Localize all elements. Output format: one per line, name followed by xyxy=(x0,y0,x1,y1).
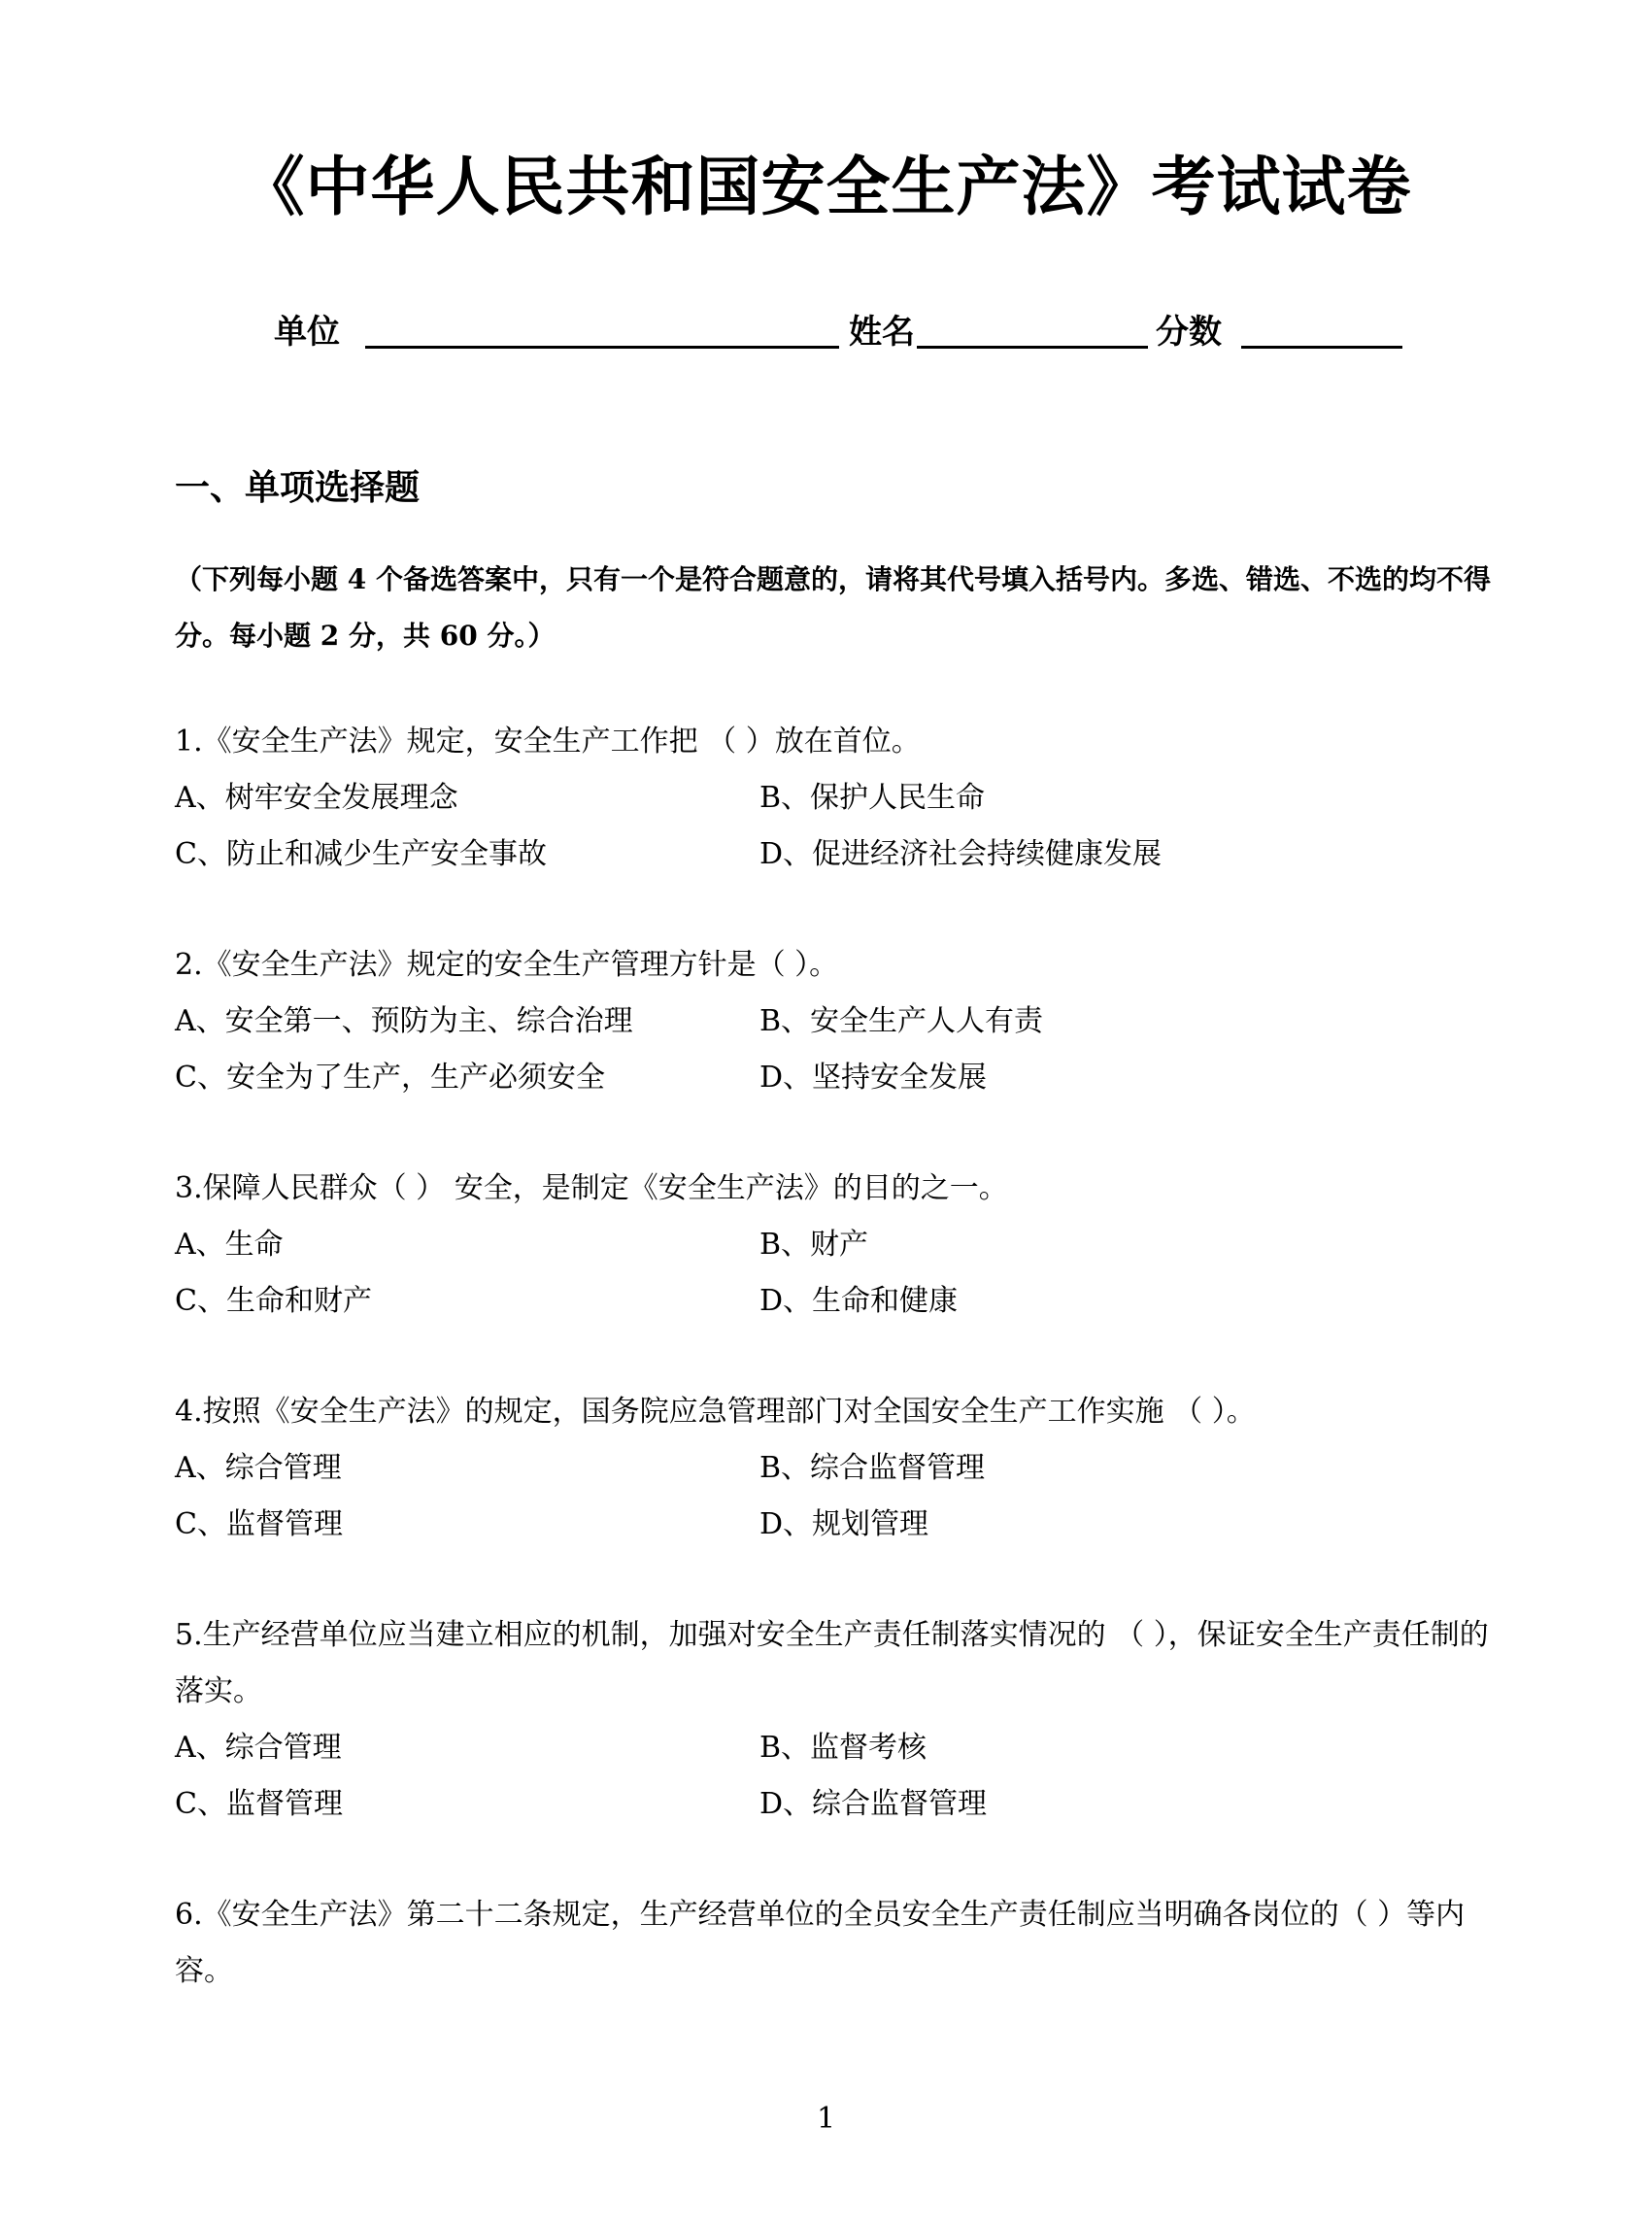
question-3 xyxy=(175,1161,1505,1330)
option-d: D、综合监督管理 xyxy=(759,1787,988,1821)
question-stem: 2.《安全生产法》规定的安全生产管理方针是（ ）。 xyxy=(175,948,839,982)
option-b: B、保护人民生命 xyxy=(759,781,986,815)
option-grid xyxy=(175,1217,1505,1330)
question-stem: 6.《安全生产法》第二十二条规定，生产经营单位的全员安全生产责任制应当明确各岗位的（ ）等内容。 xyxy=(175,1898,1466,1988)
question-stem: 3.保障人民群众（ ） 安全，是制定《安全生产法》的目的之一。 xyxy=(175,1171,1008,1205)
question-1 xyxy=(175,714,1505,883)
question-6 xyxy=(175,1887,1505,2000)
question-stem: 1.《安全生产法》规定，安全生产工作把 （ ）放在首位。 xyxy=(175,725,921,759)
option-c: C、防止和减少生产安全事故 xyxy=(175,837,547,871)
question-4 xyxy=(175,1384,1505,1553)
option-d: D、促进经济社会持续健康发展 xyxy=(759,837,1163,871)
option-grid xyxy=(175,1440,1505,1553)
option-a: A、生命 xyxy=(175,1228,284,1262)
question-2 xyxy=(175,937,1505,1106)
option-a: A、综合管理 xyxy=(175,1731,342,1765)
option-grid xyxy=(175,994,1505,1106)
name-blank-line xyxy=(917,346,1148,349)
option-c: C、监督管理 xyxy=(175,1507,343,1541)
option-c: C、生命和财产 xyxy=(175,1284,372,1318)
option-c: C、安全为了生产，生产必须安全 xyxy=(175,1061,605,1095)
section-heading: 一、单项选择题 xyxy=(175,468,421,508)
page-number: 1 xyxy=(816,2102,836,2136)
option-d: D、规划管理 xyxy=(759,1507,929,1541)
unit-blank-line xyxy=(365,346,839,349)
option-a: A、树牢安全发展理念 xyxy=(175,781,458,815)
option-b: B、监督考核 xyxy=(759,1731,927,1765)
question-5 xyxy=(175,1607,1505,1833)
question-stem: 4.按照《安全生产法》的规定，国务院应急管理部门对全国安全生产工作实施 （ ）。 xyxy=(175,1395,1256,1429)
unit-label: 单位 xyxy=(274,313,340,352)
option-c: C、监督管理 xyxy=(175,1787,343,1821)
option-b: B、安全生产人人有责 xyxy=(759,1004,1044,1038)
section-instructions: （下列每小题 4 个备选答案中，只有一个是符合题意的，请将其代号填入括号内。多选、错选、不选的均不得分。每小题 2 分，共 60 分。） xyxy=(175,563,1491,652)
option-a: A、综合管理 xyxy=(175,1451,342,1485)
question-stem: 5.生产经营单位应当建立相应的机制，加强对安全生产责任制落实情况的 （ ），保证安全生产责任制的落实。 xyxy=(175,1618,1489,1708)
option-d: D、坚持安全发展 xyxy=(759,1061,988,1095)
option-d: D、生命和健康 xyxy=(759,1284,959,1318)
option-grid xyxy=(175,770,1505,883)
option-a: A、安全第一、预防为主、综合治理 xyxy=(175,1004,633,1038)
name-label: 姓名 xyxy=(849,313,915,352)
option-b: B、财产 xyxy=(759,1228,869,1262)
score-label: 分数 xyxy=(1156,313,1222,352)
option-grid xyxy=(175,1720,1505,1833)
exam-title: 《中华人民共和国安全生产法》考试试卷 xyxy=(240,150,1412,224)
option-b: B、综合监督管理 xyxy=(759,1451,986,1485)
score-blank-line xyxy=(1241,346,1402,349)
question-list xyxy=(175,714,1505,2054)
